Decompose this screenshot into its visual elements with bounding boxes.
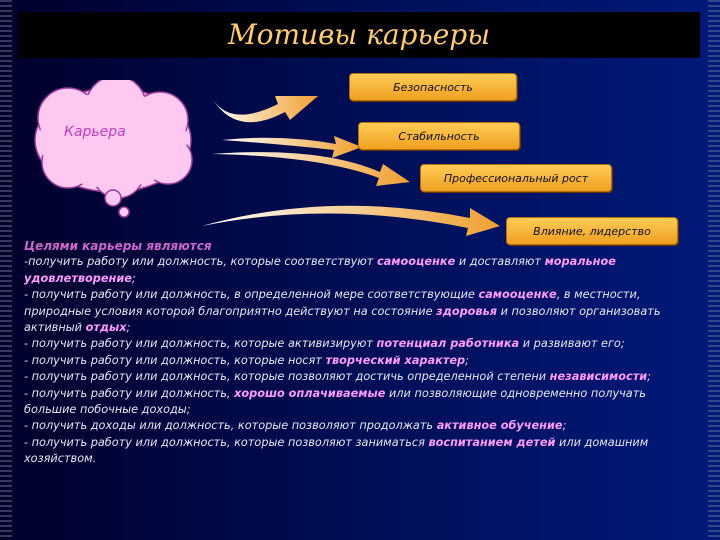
motive-box-leadership: Влияние, лидерство: [506, 217, 678, 245]
arrow-4: [202, 206, 500, 236]
goal-highlight: хорошо оплачиваемые: [234, 386, 386, 400]
goal-highlight: здоровья: [436, 304, 497, 318]
goals-list: [24, 254, 664, 467]
goal-item: - получить работу или должность, которые позволяют достичь определенной степени независимости;: [24, 370, 651, 384]
goal-item: - получить работу или должность, хорошо оплачиваемые или позволяющие одновременно получать большие побочные доходы;: [24, 386, 646, 417]
goals-heading: Целями карьеры являются: [24, 239, 212, 253]
goal-highlight: независимости: [549, 370, 648, 384]
goal-item: - получить доходы или должность, которые позволяют продолжать активное обучение;: [24, 419, 567, 433]
goal-highlight: отдых: [85, 321, 127, 335]
goal-highlight: самооценке: [478, 288, 557, 302]
goal-item: - получить работу или должность, в определенной мере соответствующие самооценке, в местности, природные условия которой благоприятно действуют на состояние здоровья и позволяют организовать активный отдых;: [24, 288, 661, 335]
arrow-3: [212, 152, 410, 186]
motive-box-security: Безопасность: [349, 73, 517, 101]
goal-item: -получить работу или должность, которые соответствуют самооценке и доставляют моральное удовлетворение;: [24, 255, 616, 285]
goal-highlight: творческий характер: [325, 353, 466, 367]
goal-item: - получить работу или должность, которые позволяют заниматься воспитанием детей или домашним хозяйством.: [24, 435, 649, 466]
goal-highlight: воспитанием детей: [428, 435, 556, 449]
page-title: Мотивы карьеры: [228, 18, 490, 51]
goal-highlight: самооценке: [376, 255, 456, 269]
motive-box-growth: Профессиональный рост: [420, 164, 612, 192]
goal-highlight: потенциал работника: [376, 337, 520, 351]
motive-box-stability: Стабильность: [358, 122, 520, 150]
goal-highlight: активное обучение: [436, 419, 563, 433]
goal-highlight: моральное удовлетворение: [24, 255, 616, 285]
goal-item: - получить работу или должность, которые активизируют потенциал работника и развивают его;: [24, 337, 625, 351]
arrow-1: [212, 96, 318, 122]
goals-text: [24, 238, 664, 468]
arrows-group: [0, 0, 720, 240]
goal-item: - получить работу или должность, которые носят творческий характер;: [24, 353, 469, 367]
cloud-label: Карьера: [64, 124, 126, 140]
